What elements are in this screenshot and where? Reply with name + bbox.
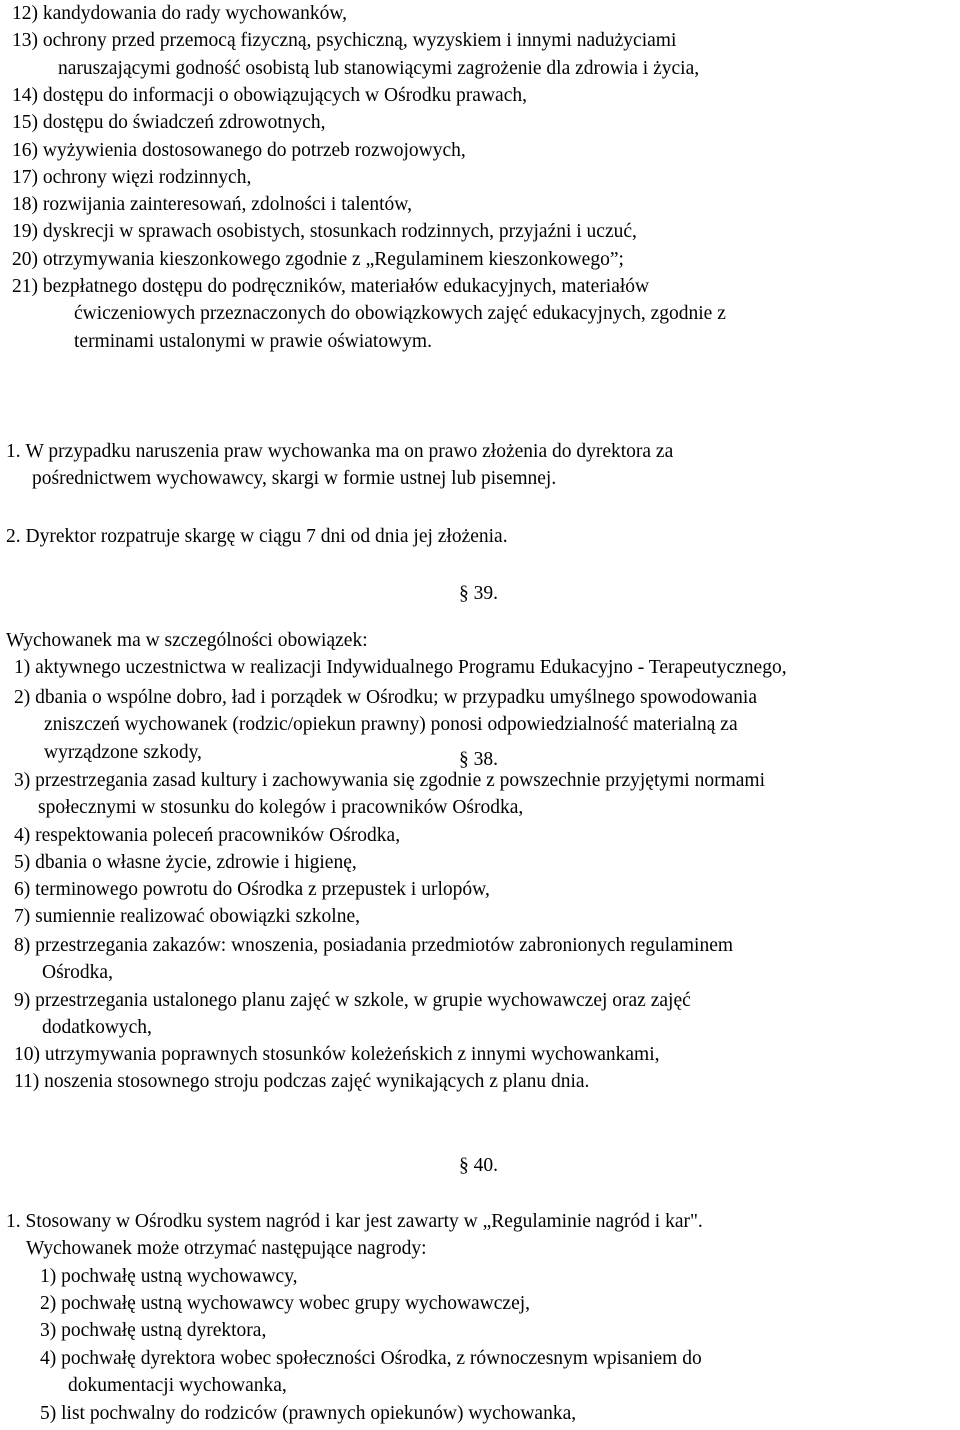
rights-item-text: wyżywienia dostosowanego do potrzeb rozwojowych, [42, 139, 466, 161]
duty-item-text: noszenia stosownego stroju podczas zajęć wynikających z planu dnia. [44, 1071, 590, 1092]
duty-item-number: 1) [14, 657, 31, 678]
section-intro: Wychowanek ma w szczególności obowiązek: [6, 630, 368, 651]
duty-item-text: dbania o wspólne dobro, ład i porządek w Ośrodku; w przypadku umyślnego spowodowania [35, 687, 758, 708]
reward-item-number: 2) [40, 1293, 57, 1314]
rights-item-text: kandydowania do rady wychowanków, [42, 3, 348, 24]
paragraph-number: 2. [6, 526, 21, 547]
duty-item-text: przestrzegania zasad kultury i zachowywania się zgodnie z powszechnie przyjętymi normami [35, 770, 765, 791]
section-heading: § 40. [459, 1155, 498, 1176]
duty-item-text: przestrzegania zakazów: wnoszenia, posiadania przedmiotów zabronionych regulaminem [35, 935, 734, 956]
duty-item-text-continuation: Ośrodka, [42, 962, 113, 984]
duty-item-number: 7) [14, 906, 31, 927]
rights-item-number: 16) [12, 139, 38, 161]
rights-item-number: 20) [12, 248, 38, 270]
paragraph-number: 1. [6, 441, 21, 462]
rights-item-text: ochrony przed przemocą fizyczną, psychiczną, wyzyskiem i innymi nadużyciami [42, 30, 677, 52]
reward-item-number: 4) [40, 1348, 57, 1369]
duty-item-number: 5) [14, 852, 31, 873]
rights-item-text: dyskrecji w sprawach osobistych, stosunkach rodzinnych, przyjaźni i uczuć, [42, 221, 637, 243]
rights-item-text-continuation: ćwiczeniowych przeznaczonych do obowiązkowych zajęć edukacyjnych, zgodnie z [74, 303, 726, 325]
duty-item-text: respektowania poleceń pracowników Ośrodka, [35, 825, 401, 846]
reward-item-text: pochwałę ustną dyrektora, [61, 1320, 267, 1341]
duty-item-number: 2) [14, 687, 31, 708]
duty-item-number: 4) [14, 825, 31, 846]
rights-item-text: bezpłatnego dostępu do podręczników, materiałów edukacyjnych, materiałów [42, 276, 650, 297]
rights-item-text-continuation: naruszającymi godność osobistą lub stanowiącymi zagrożenie dla zdrowia i życia, [58, 57, 700, 79]
duty-item-text: sumiennie realizować obowiązki szkolne, [35, 906, 360, 927]
reward-item-text: pochwałę ustną wychowawcy wobec grupy wychowawczej, [61, 1293, 531, 1314]
rights-item-text: rozwijania zainteresowań, zdolności i talentów, [42, 194, 412, 216]
paragraph-number: 1. [6, 1211, 21, 1232]
rights-item-number: 14) [12, 84, 38, 106]
rights-item-number: 13) [12, 30, 38, 52]
duty-item-number: 11) [14, 1071, 40, 1092]
rewards-intro: Wychowanek może otrzymać następujące nagrody: [26, 1238, 427, 1259]
rights-item-number: 15) [12, 112, 38, 134]
paragraph-text: Stosowany w Ośrodku system nagród i kar jest zawarty w „Regulaminie nagród i kar". [25, 1211, 703, 1232]
rights-item-number: 19) [12, 221, 38, 243]
rights-item-text: dostępu do informacji o obowiązujących w Ośrodku prawach, [42, 84, 527, 106]
reward-item-number: 5) [40, 1403, 57, 1424]
paragraph-text: Dyrektor rozpatruje skargę w ciągu 7 dni od dnia jej złożenia. [25, 526, 508, 547]
duty-item-text: aktywnego uczestnictwa w realizacji Indywidualnego Programu Edukacyjno - Terapeutycznego, [35, 657, 787, 678]
section-heading: § 38. [459, 749, 498, 770]
rights-item-text: dostępu do świadczeń zdrowotnych, [42, 112, 326, 134]
rights-item-number: 17) [12, 166, 38, 188]
duty-item-number: 10) [14, 1044, 40, 1065]
paragraph-text: W przypadku naruszenia praw wychowanka ma on prawo złożenia do dyrektora za [25, 441, 674, 462]
rights-item-text: ochrony więzi rodzinnych, [42, 166, 252, 188]
duty-item-number: 9) [14, 990, 31, 1011]
rights-item-number: 12) [12, 3, 38, 24]
duty-item-number: 3) [14, 770, 31, 791]
duty-item-text: dbania o własne życie, zdrowie i higienę, [35, 852, 357, 873]
reward-item-text: list pochwalny do rodziców (prawnych opiekunów) wychowanka, [61, 1403, 577, 1424]
reward-item-number: 3) [40, 1320, 57, 1341]
rights-item-text: otrzymywania kieszonkowego zgodnie z „Regulaminem kieszonkowego”; [42, 248, 624, 270]
reward-item-text: pochwałę ustną wychowawcy, [61, 1266, 298, 1287]
section-heading: § 39. [459, 583, 498, 604]
duty-item-text-continuation: społecznymi w stosunku do kolegów i pracowników Ośrodka, [38, 797, 524, 819]
duty-item-number: 8) [14, 935, 31, 956]
duty-item-text-continuation: zniszczeń wychowanek (rodzic/opiekun prawny) ponosi odpowiedzialność materialną za [44, 714, 738, 736]
duty-item-text: terminowego powrotu do Ośrodka z przepustek i urlopów, [35, 879, 490, 900]
duty-item-text: utrzymywania poprawnych stosunków koleżeńskich z innymi wychowankami, [44, 1044, 660, 1065]
duty-item-number: 6) [14, 879, 31, 900]
duty-item-text-continuation: wyrządzone szkody, [44, 741, 202, 763]
rights-item-text-continuation: terminami ustalonymi w prawie oświatowym. [74, 330, 432, 352]
rights-item-number: 18) [12, 194, 38, 216]
duty-item-text: przestrzegania ustalonego planu zajęć w szkole, w grupie wychowawczej oraz zajęć [35, 990, 691, 1011]
duty-item-text-continuation: dodatkowych, [42, 1017, 152, 1039]
reward-item-text: pochwałę dyrektora wobec społeczności Ośrodka, z równoczesnym wpisaniem do [61, 1348, 702, 1369]
rights-item-number: 21) [12, 276, 38, 297]
reward-item-number: 1) [40, 1266, 57, 1287]
reward-item-text-continuation: dokumentacji wychowanka, [68, 1375, 287, 1397]
paragraph-text-continuation: pośrednictwem wychowawcy, skargi w formie ustnej lub pisemnej. [32, 468, 557, 490]
